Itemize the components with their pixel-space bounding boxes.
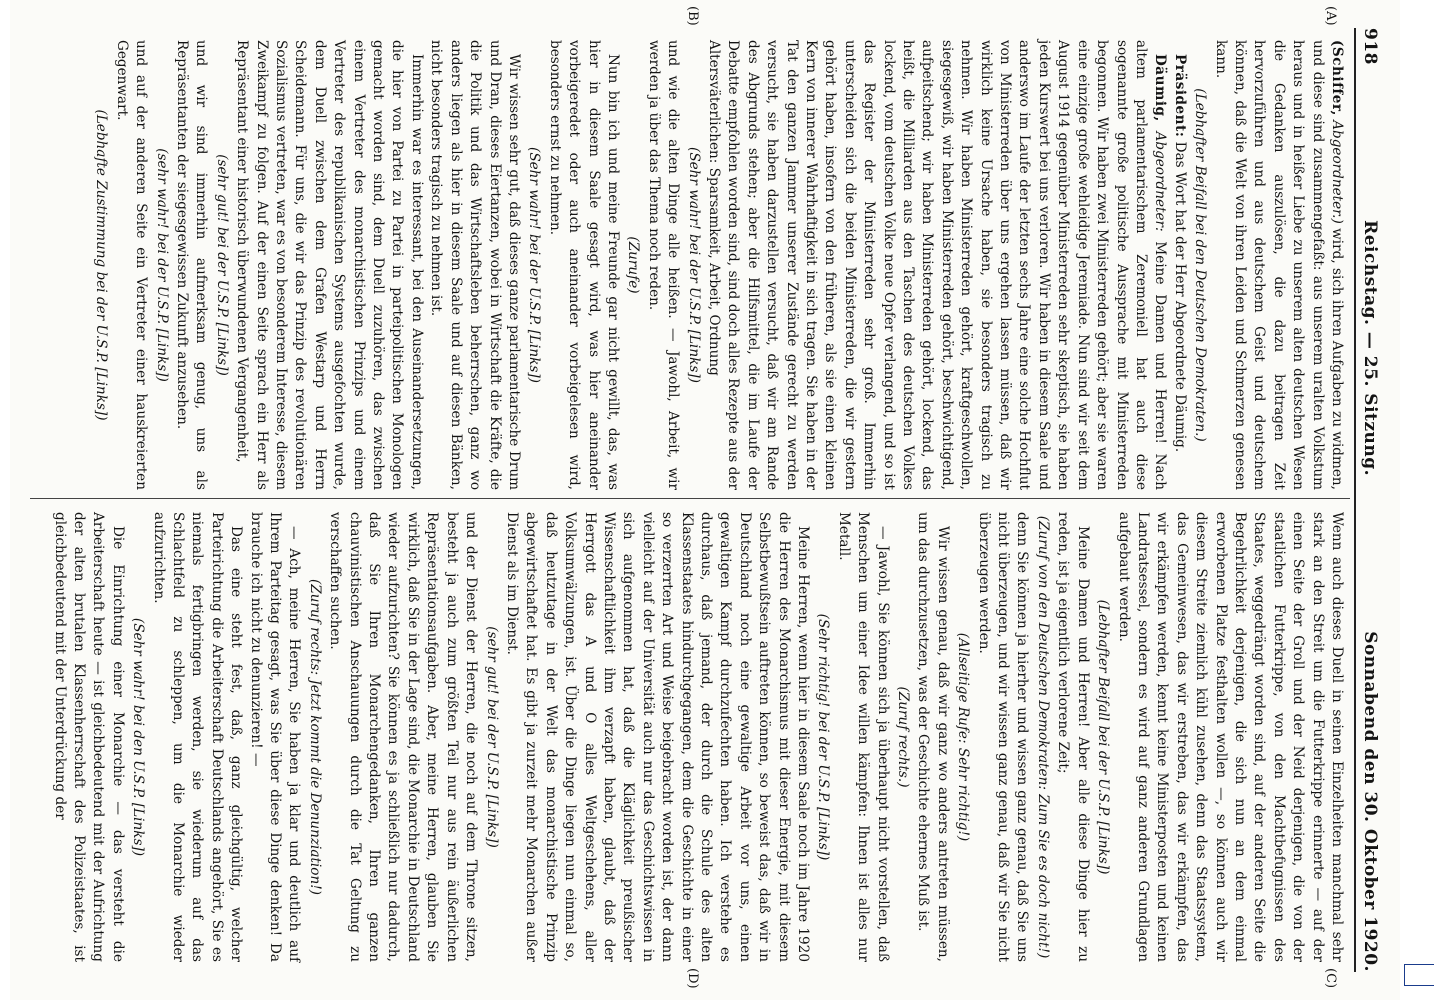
applause-note: (sehr wahr! bei der U.S.P. [Links]) [153, 148, 170, 382]
paragraph: Das eine steht fest, daß, ganz gleichgültig, welcher Parteirichtung die Arbeiterschaft Deutschlands angehört, Sie es niemals fertigbringen werden, sie wiederum auf das Schlachtfeld zu schleppen, um die Monarchie wieder aufzurichten. [150, 512, 245, 962]
page-number: 918 [1360, 28, 1380, 65]
paragraph: — Jawohl, Sie können sich ja überhaupt nicht vorstellen, daß Menschen um einer Idee willen kämpfen: Ihnen ist alles nur Metall. [835, 512, 891, 962]
paragraph: Präsident: Das Wort hat der Herr Abgeordnete Däumig. [1171, 54, 1188, 453]
applause-note: (Sehr wahr! bei der U.S.P. [Links]) [685, 147, 702, 383]
applause-note: (sehr gut! bei der U.S.P. [Links]) [483, 626, 500, 848]
applause-note: (Sehr wahr! bei der U.S.P. [Links]) [526, 147, 543, 383]
paragraph: Die Einrichtung einer Monarchie — das versteht die Arbeiterschaft heute — ist gleichbedeutend mit der Aufrichtung der alten brutalen Klassenherrschaft des Polizeistaates, ist gleichbedeutend mit der Unterdrückung der [51, 512, 126, 962]
paragraph: Wenn auch dieses Duell in seinen Einzelheiten manchmal sehr stark an den Streit um die Futterkrippe erinnerte — auf der einen Seite der Groll und der Neid derjenigen, die von der staatlichen Futterkrippe, von den Machtbefugnissen des Staates, weggedrängt worden sind, auf der anderen Seite die Begehrlichkeit derjenigen, die sich nun an dem einmal erworbenen Platze festhalten wollen —, so können auch wir diesem Streite ziemlich kühl zusehen, denn das Staatssystem, das Gemeinwesen, das wir erstreben, das wir erkämpfen, das wir erkämpfen werden, kennt keine Ministerposten und keinen Landratsessel, sondern es wird auf ganz anderen Grundlagen aufgebaut werden. [1115, 512, 1345, 962]
applause-note: (Zurufe) [625, 236, 642, 294]
dfg-logo [1404, 964, 1434, 986]
digitization-credit [1410, 10, 1430, 990]
applause-note: (Sehr richtig! bei der U.S.P. [Links]) [815, 613, 832, 861]
session-title: Reichstag. — 25. Sitzung. [1360, 220, 1380, 477]
margin-mark-b: (B) [685, 6, 700, 26]
paragraph: Meine Herren, wenn hier in diesem Saale noch im Jahre 1920 die Herren des Monarchismus mit dieser Energie, mit diesem Selbstbewußtsein auftreten können, so beweist das, daß wir in Deutschland noch eine gewaltige Arbeit vor uns, einen gewaltigen Kampf durchzufechten haben. Ich verstehe es durchaus, daß jemand, der durch die Schule des alten Klassenstaates hindurchgegangen, dem die Geschichte in einer so verzerrten Art und Weise beigebracht worden ist, der dann vielleicht auf der Universität auch nur das Geschichtswissen in sich aufgenommen hat, daß die Kläglichkeit preußischer Wissenschaftlichkeit ihm verzapft haben, glaubt, daß der Herrgott das A und O alles Weltgeschehens, aller Volksumwälzungen, ist. Über die Dinge liegen nun einmal so, daß heutzutage in der Welt das monarchistische Prinzip abgewirtschaftet hat. Es gibt ja zurzeit mehr Monarchen außer Dienst als im Dienst. [503, 512, 812, 962]
right-column [49, 512, 1346, 962]
column-divider [30, 498, 1350, 499]
header-rule [1354, 28, 1356, 972]
margin-mark-a: (A) [1323, 6, 1338, 26]
paragraph: Däumig, Abgeordneter: Meine Damen und Herren! Nach altem parlamentarischem Zeremoniell hat auch diese sogenannte große politische Aussprache mit Ministerreden begonnen. Wir haben zwei Ministerreden gehört; aber sie waren eine einzige große wehleidige Jeremiade. Nun sind wir seit dem August 1914 gegenüber Ministerreden sehr skeptisch, sie haben jeden Kurswert bei uns verloren. Wir haben in diesem Saale und anderswo im Laufe der letzten sechs Jahre eine solche Hochflut von Ministerreden über uns ergehen lassen müssen, daß wir wirklich keine Ursache haben, sie besonders tragisch zu nehmen. Wir haben Ministerreden gehört, kraftgeschwollen, siegesgewiß, wir haben Ministerreden gehört, beschwichtigend, aufpeitschend; wir haben Ministerreden gehört, lockend, das heißt, die Milliarden aus den Taschen des deutschen Volkes lockend, vom deutschen Volke neue Opfer verlangend, und so ist das Register der Ministerreden sehr groß. Immerhin unterscheiden sich die beiden Ministerreden, die wir gestern gehört haben, insofern von den früheren, als sie einen kleinen Kern von innerer Wahrhaftigkeit in sich tragen. Sie haben in der Tat den ganzen Jammer unserer Zustände gerecht zu werden versucht, sie haben darzustellen versucht, daß wir am Rande des Abgrunds stehen; aber die Hilfsmittel, die im Laufe der Debatte empfohlen worden sind, sind doch alles Rezepte aus der Altersväterlichen: Sparsamkeit, Arbeit, Ordnung [706, 40, 1169, 491]
rotated-page [10, 0, 1400, 1000]
applause-note: (Lebhafter Beifall bei der U.S.P. [Links]) [1095, 599, 1112, 875]
applause-note: (Zuruf von den Deutschen Demokraten: Zum Sie es doch nicht!) [1034, 515, 1051, 959]
paragraph: und der Dienst der Herren, die noch auf dem Throne sitzen, besteht ja auch zum größten Teil nur aus rein äußerlichen Repräsentationsaufgaben. Aber, meine Herren, glauben Sie wirklich, daß Sie in der Lage sind, die Monarchie in Deutschland wieder aufzurichten? Sie können es ja schließlich nur dadurch, daß Sie Ihren Monarchengedanken, Ihren ganzen chauvinistischen Anschauungen durch die Tat Geltung zu verschaffen suchen. [327, 512, 480, 962]
paragraph: — Ach, meine Herren, Sie haben ja klar und deutlich auf Ihrem Parteitag gesagt, was Sie über diese Dinge denken! Da brauche ich nicht zu denunzieren! — [247, 512, 303, 962]
margin-mark-d: (D) [685, 968, 700, 989]
applause-note: (Lebhafte Zustimmung bei der U.S.P. [Links]) [93, 109, 110, 421]
session-date: Sonnabend den 30. Oktober 1920. [1360, 631, 1380, 972]
applause-note: (sehr gut! bei der U.S.P. [Links]) [213, 154, 230, 376]
paragraph: Nun bin ich und meine Freunde gar nicht gewillt, das, was hier in diesem Saale gesagt wird, was hier aneinander vorbeigeredet oder auch aneinander vorbeigelesen wird, besonders ernst zu nehmen. [546, 40, 621, 490]
paragraph: Wir wissen genau, daß wir ganz wo anders antreten müssen, um das durchzusetzen, was der Geschichte ehernes Muß ist. [915, 512, 951, 962]
paragraph: Wir wissen sehr gut, daß dieses ganze parlamentarische Drum und Dran, dieses Eiertanzen, wobei in Wirtschaft die Kräfte, die die Politik und das Wirtschaftsleben beherrschen, ganz wo anders liegen als hier in diesem Saale und auf diesen Bänken, nicht besonders tragisch zu nehmen ist. [428, 40, 522, 490]
margin-mark-c: (C) [1323, 968, 1338, 989]
applause-note: (Sehr wahr! bei den U.S.P. [Links]) [130, 617, 147, 857]
paragraph: und wie die alten Dinge alle heißen. — Jawohl, Arbeit, wir werden ja über das Thema noch reden. [645, 40, 682, 490]
paragraph: und wir sind immerhin aufmerksam genug, uns als Repräsentanten der siegesgewissen Zukunft anzusehen. [174, 40, 210, 490]
paragraph: Meine Damen und Herren! Aber alle diese Dinge hier zu reden, ist ja eigentlich verlorene Zeit; [1055, 512, 1091, 962]
paragraph: denn Sie können ja hierher und wissen ganz genau, daß Sie uns nicht überzeugen, und wir wissen ganz genau, daß wir Sie nicht überzeugen werden. [975, 512, 1031, 962]
applause-note: (Lebhafter Beifall bei den Deutschen Demokraten.) [1192, 88, 1209, 442]
page-header [1360, 28, 1394, 972]
left-column [90, 40, 1346, 490]
paragraph: Immerhin war es interessant, bei den Auseinandersetzungen, die hier von Partei zu Partei in parteipolitischen Monologen gemacht worden sind, dem Duell zuzuhören, das zwischen einem Vertreter des monarchistischen Prinzips und einem Vertreter des republikanischen Systems ausgefochten wurde, dem Duell zwischen dem Grafen Westarp und Herrn Scheidemann. Für uns, die wir das Prinzip des revolutionären Sozialismus vertreten, war es von besonderem Interesse, diesem Zweikampf zu folgen. Auf der einen Seite sprach ein Herr als Repräsentant einer historisch überwundenen Vergangenheit, [234, 40, 425, 490]
paragraph: (Schiffer, Abgeordneter.) wird, sich ihren Aufgaben zu widmen, und diese sind zusammengefaßt: aus unserem uralten Volkstum heraus und in heißer Liebe zu unserem alten deutschen Wesen die Gedanken auszulösen, die dazu beitragen Zeit hervorzuführen und aus deutschem Geist und deutschem können, daß die Welt von ihren Leiden und Schmerzen genesen kann. [1212, 40, 1345, 491]
applause-note: (Allseitige Rufe: Sehr richtig!) [955, 632, 972, 842]
paragraph: und auf der anderen Seite ein Vertreter einer hauskreierten Gegenwart. [113, 40, 150, 490]
applause-note: (Zuruf rechts.) [895, 686, 912, 788]
applause-note: (Zuruf rechts: Jetzt kommt die Denunziation!) [306, 578, 323, 895]
